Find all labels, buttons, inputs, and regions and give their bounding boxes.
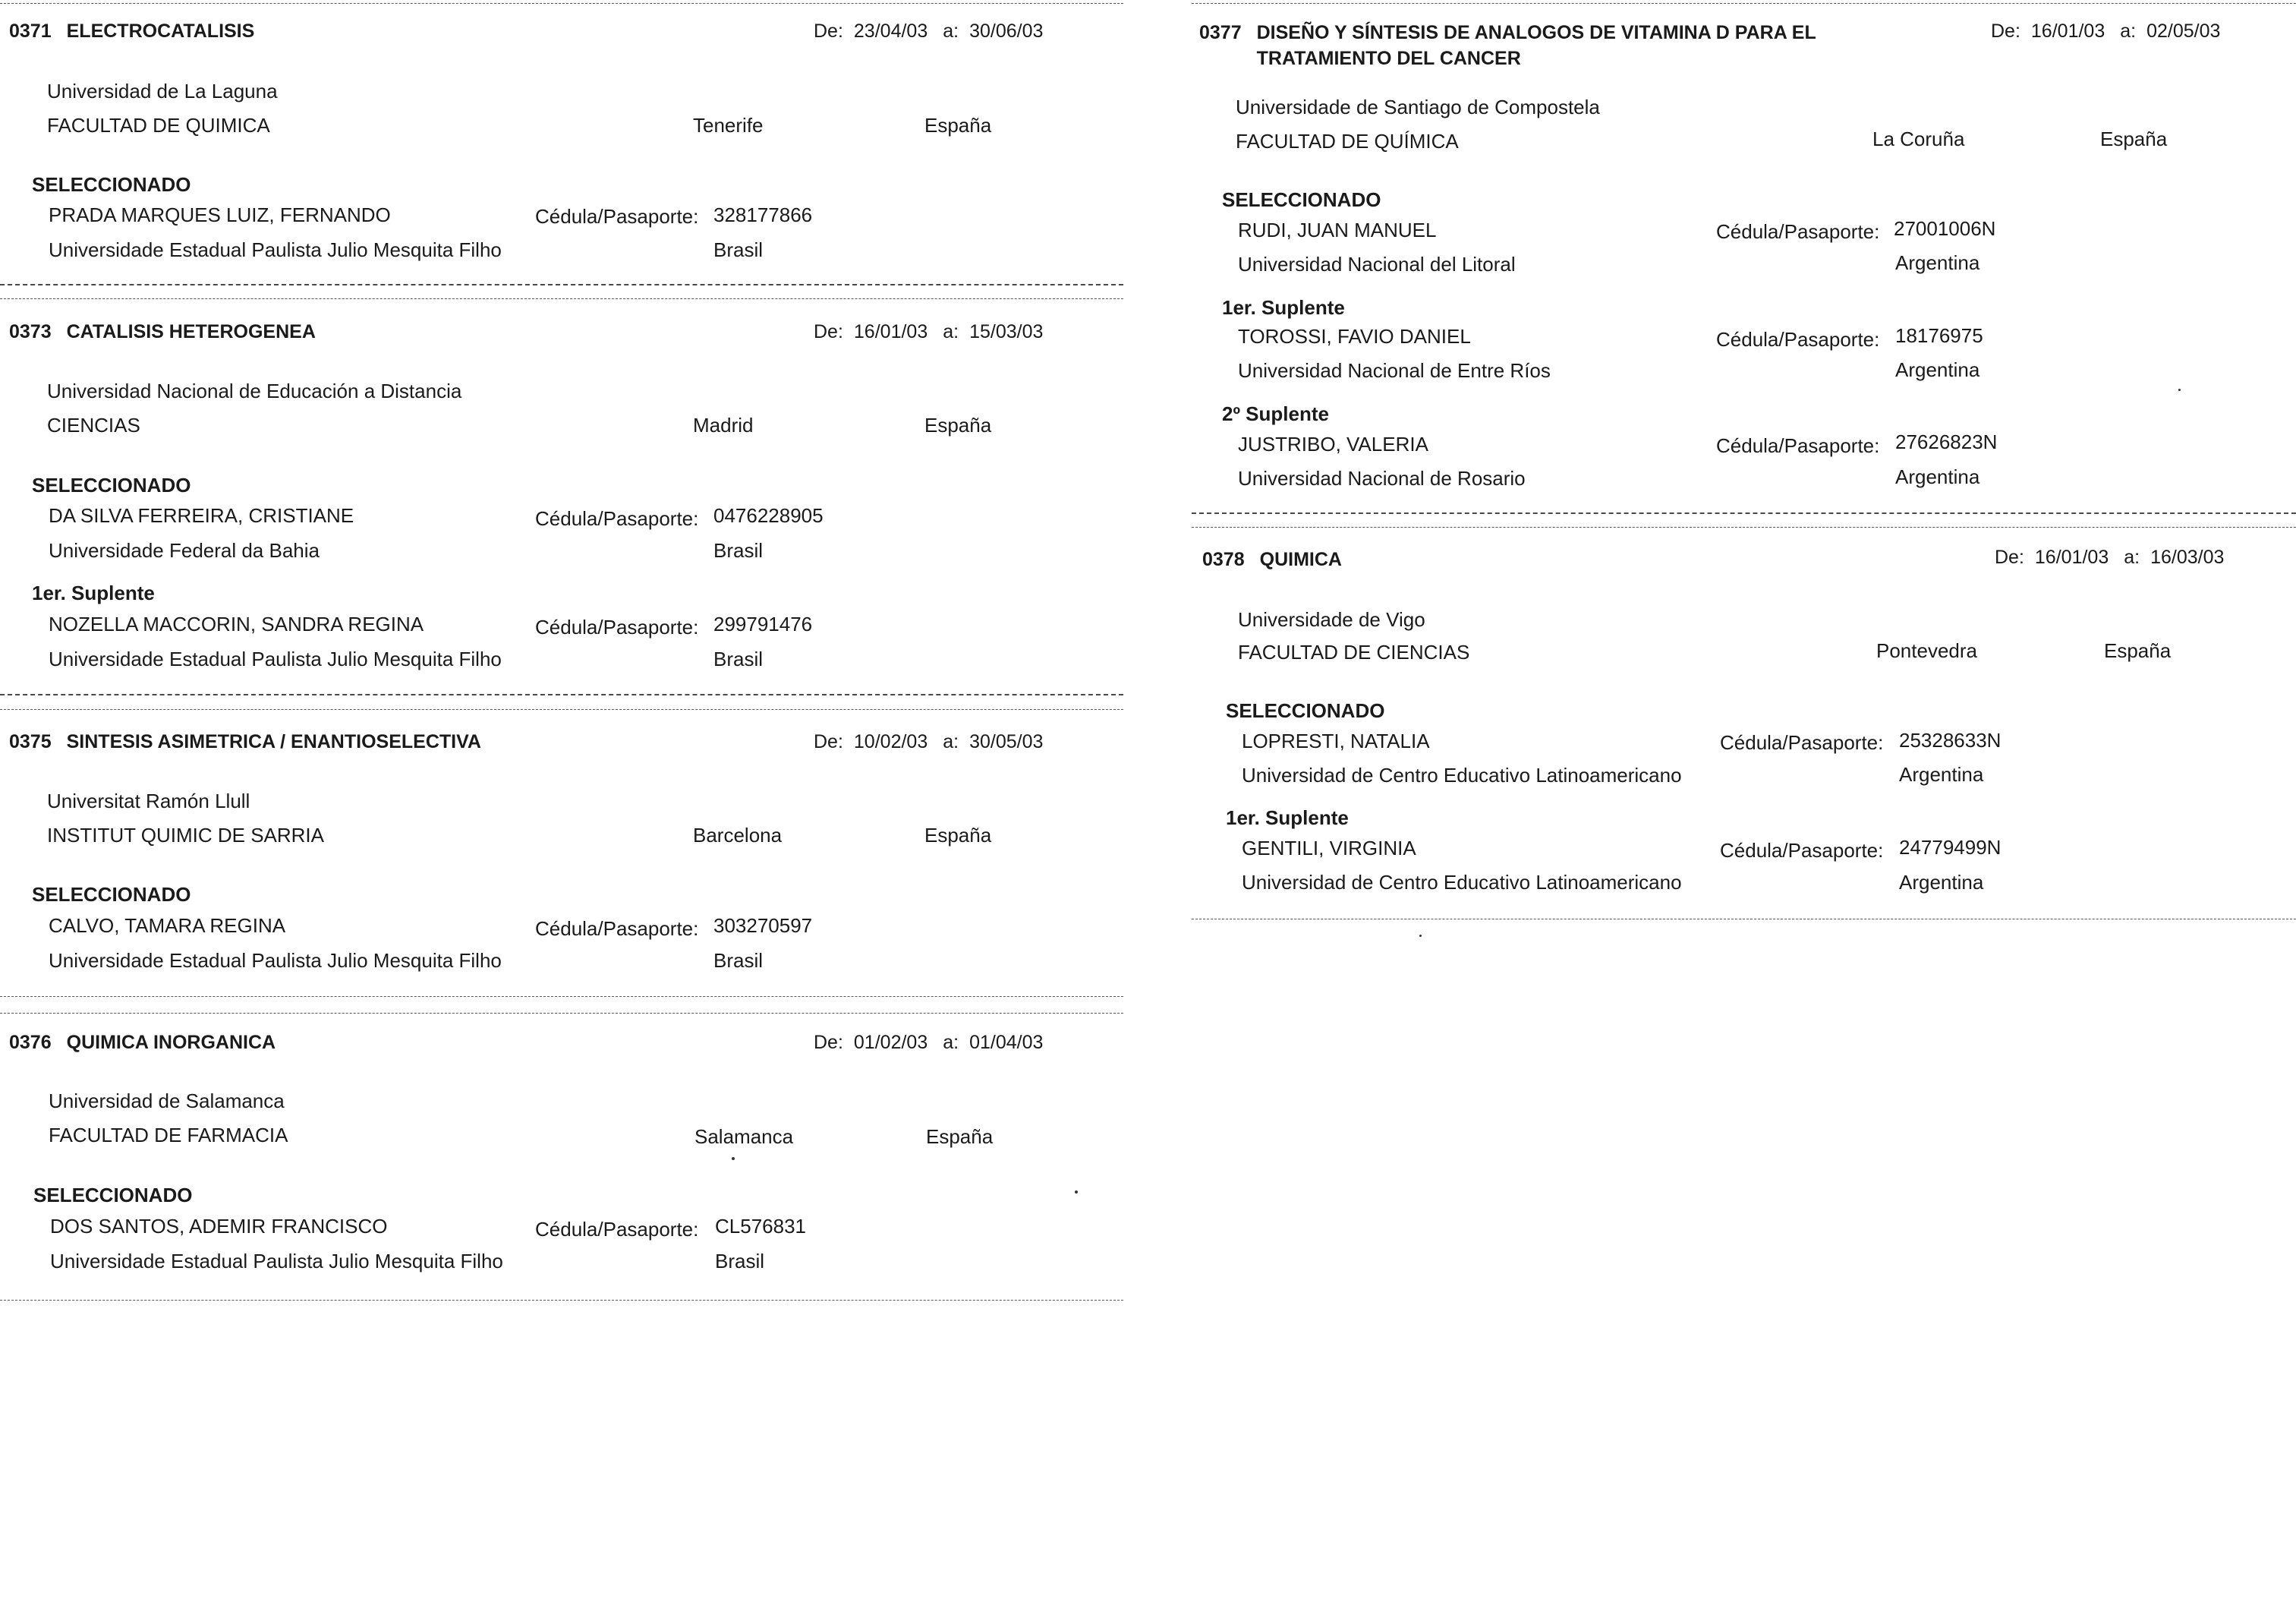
date-range	[1995, 544, 2224, 570]
from-date: 16/01/03	[2034, 547, 2109, 568]
from-date: 16/01/03	[853, 321, 928, 342]
from-label: De:	[1991, 20, 2020, 42]
candidate-name: DOS SANTOS, ADEMIR FRANCISCO	[50, 1215, 388, 1238]
id-number: 25328633N	[1899, 729, 2002, 752]
candidate-name: CALVO, TAMARA REGINA	[49, 914, 286, 937]
separator	[0, 694, 1123, 695]
to-date: 01/04/03	[969, 1032, 1044, 1053]
host-faculty: FACULTAD DE CIENCIAS	[1238, 641, 1470, 664]
candidate-institution: Universidad de Centro Educativo Latinoamericano	[1242, 764, 1682, 787]
separator	[0, 1300, 1123, 1301]
host-faculty: FACULTAD DE QUÍMICA	[1236, 130, 1459, 153]
host-university: Universidad de La Laguna	[47, 80, 278, 102]
host-city: Pontevedra	[1876, 639, 1977, 662]
host-city: Barcelona	[693, 824, 783, 847]
to-label: a:	[943, 321, 959, 342]
selection-label: SELECCIONADO	[32, 883, 191, 906]
id-label: Cédula/Pasaporte:	[535, 507, 699, 530]
id-label: Cédula/Pasaporte:	[1716, 434, 1880, 457]
from-label: De:	[814, 20, 843, 42]
id-number: 18176975	[1895, 324, 1983, 347]
id-label: Cédula/Pasaporte:	[535, 1218, 699, 1241]
id-number: 328177866	[713, 203, 813, 226]
scan-speck	[732, 1157, 735, 1160]
candidate-institution: Universidade Estadual Paulista Julio Mesquita Filho	[49, 648, 502, 670]
candidate-country: Brasil	[715, 1250, 765, 1272]
separator	[0, 1013, 1123, 1014]
candidate-country: Brasil	[713, 949, 764, 972]
host-university: Universidad Nacional de Educación a Distancia	[47, 380, 462, 402]
date-range	[814, 18, 1043, 44]
host-faculty: FACULTAD DE QUIMICA	[47, 114, 270, 137]
host-faculty: CIENCIAS	[47, 414, 140, 437]
record-title: SINTESIS ASIMETRICA / ENANTIOSELECTIVA	[66, 731, 481, 752]
selection-label: SELECCIONADO	[32, 474, 191, 497]
record-header	[1199, 20, 1928, 71]
from-label: De:	[814, 321, 843, 342]
separator	[0, 709, 1123, 710]
id-label: Cédula/Pasaporte:	[1720, 731, 1884, 754]
from-date: 16/01/03	[2030, 20, 2105, 42]
record-header	[9, 1030, 276, 1055]
date-range	[814, 729, 1043, 755]
record-title: DISEÑO Y SÍNTESIS DE ANALOGOS DE VITAMINA D PARA EL TRATAMIENTO DEL CANCER	[1256, 22, 1816, 69]
separator	[0, 3, 1123, 4]
selection-label: 1er. Suplente	[1222, 296, 1345, 319]
record-code: 0373	[9, 321, 52, 342]
candidate-country: Argentina	[1899, 871, 1984, 894]
scan-speck	[2178, 389, 2181, 391]
separator	[0, 284, 1123, 285]
record-title: CATALISIS HETEROGENEA	[66, 321, 316, 342]
host-city: Tenerife	[693, 114, 764, 137]
from-label: De:	[1995, 547, 2024, 568]
id-number: 303270597	[713, 914, 813, 937]
candidate-country: Argentina	[1895, 358, 1980, 381]
id-label: Cédula/Pasaporte:	[535, 205, 699, 228]
to-date: 16/03/03	[2150, 547, 2225, 568]
candidate-country: Argentina	[1895, 251, 1980, 274]
host-university: Universidade de Santiago de Compostela	[1236, 96, 1600, 118]
candidate-name: LOPRESTI, NATALIA	[1242, 730, 1430, 752]
id-label: Cédula/Pasaporte:	[1716, 220, 1880, 243]
id-number: 0476228905	[713, 504, 824, 527]
candidate-name: TOROSSI, FAVIO DANIEL	[1238, 325, 1471, 348]
id-label: Cédula/Pasaporte:	[535, 616, 699, 639]
record-code: 0376	[9, 1032, 52, 1053]
date-range	[1991, 18, 2220, 44]
selection-label: SELECCIONADO	[1222, 188, 1381, 211]
id-number: 24779499N	[1899, 836, 2002, 859]
candidate-institution: Universidade Estadual Paulista Julio Mesquita Filho	[49, 949, 502, 972]
scan-speck	[1075, 1190, 1078, 1194]
candidate-institution: Universidad Nacional del Litoral	[1238, 253, 1516, 276]
candidate-name: GENTILI, VIRGINIA	[1242, 837, 1416, 859]
host-university: Universidade de Vigo	[1238, 608, 1425, 631]
record-title: QUIMICA INORGANICA	[66, 1032, 276, 1053]
candidate-country: Argentina	[1899, 763, 1984, 786]
record-code: 0375	[9, 731, 52, 752]
host-city: Madrid	[693, 414, 754, 437]
to-date: 15/03/03	[969, 321, 1044, 342]
candidate-institution: Universidad de Centro Educativo Latinoamericano	[1242, 871, 1682, 894]
candidate-name: NOZELLA MACCORIN, SANDRA REGINA	[49, 613, 424, 635]
separator	[1192, 527, 2296, 528]
candidate-name: PRADA MARQUES LUIZ, FERNANDO	[49, 203, 391, 226]
host-city: La Coruña	[1872, 128, 1965, 150]
to-date: 02/05/03	[2146, 20, 2221, 42]
host-country: España	[2100, 128, 2168, 150]
candidate-country: Brasil	[713, 648, 764, 670]
from-label: De:	[814, 1032, 843, 1053]
to-label: a:	[2120, 20, 2137, 42]
from-date: 23/04/03	[853, 20, 928, 42]
from-label: De:	[814, 731, 843, 752]
scan-speck	[1419, 935, 1422, 937]
selection-label: 1er. Suplente	[1226, 806, 1349, 829]
record-code: 0377	[1199, 22, 1242, 43]
separator	[0, 298, 1123, 299]
selection-label: SELECCIONADO	[1226, 699, 1385, 722]
host-country: España	[2104, 639, 2172, 662]
to-label: a:	[943, 20, 959, 42]
record-title: QUIMICA	[1259, 549, 1342, 570]
host-faculty: INSTITUT QUIMIC DE SARRIA	[47, 824, 324, 847]
separator	[0, 996, 1123, 997]
date-range	[814, 319, 1043, 345]
record-header	[9, 319, 316, 345]
id-number: 27001006N	[1894, 217, 1996, 240]
id-number: CL576831	[715, 1215, 806, 1238]
host-country: España	[924, 414, 992, 437]
candidate-name: RUDI, JUAN MANUEL	[1238, 219, 1437, 241]
record-code: 0371	[9, 20, 52, 42]
record-header	[9, 729, 481, 755]
host-country: España	[926, 1125, 994, 1148]
selection-label: SELECCIONADO	[32, 173, 191, 196]
selection-label: SELECCIONADO	[33, 1184, 193, 1206]
host-university: Universidad de Salamanca	[49, 1089, 285, 1112]
selection-label: 1er. Suplente	[32, 582, 155, 604]
candidate-country: Brasil	[713, 539, 764, 562]
date-range	[814, 1030, 1043, 1055]
host-faculty: FACULTAD DE FARMACIA	[49, 1124, 288, 1146]
from-date: 10/02/03	[853, 731, 928, 752]
candidate-country: Brasil	[713, 238, 764, 261]
id-number: 27626823N	[1895, 430, 1998, 453]
to-label: a:	[2124, 547, 2140, 568]
record-header	[9, 18, 254, 44]
candidate-institution: Universidade Federal da Bahia	[49, 539, 320, 562]
candidate-name: DA SILVA FERREIRA, CRISTIANE	[49, 504, 354, 527]
separator	[1192, 512, 2296, 514]
candidate-institution: Universidad Nacional de Rosario	[1238, 467, 1526, 490]
record-code: 0378	[1202, 549, 1245, 570]
separator	[1192, 3, 2296, 4]
id-label: Cédula/Pasaporte:	[1720, 839, 1884, 862]
host-country: España	[924, 114, 992, 137]
to-label: a:	[943, 1032, 959, 1053]
host-university: Universitat Ramón Llull	[47, 790, 250, 812]
id-number: 299791476	[713, 613, 813, 635]
candidate-institution: Universidad Nacional de Entre Ríos	[1238, 359, 1551, 382]
to-date: 30/06/03	[969, 20, 1044, 42]
candidate-institution: Universidade Estadual Paulista Julio Mesquita Filho	[50, 1250, 503, 1272]
candidate-name: JUSTRIBO, VALERIA	[1238, 433, 1428, 456]
record-header	[1202, 547, 1342, 572]
candidate-institution: Universidade Estadual Paulista Julio Mesquita Filho	[49, 238, 502, 261]
record-title: ELECTROCATALISIS	[66, 20, 255, 42]
host-country: España	[924, 824, 992, 847]
candidate-country: Argentina	[1895, 465, 1980, 488]
id-label: Cédula/Pasaporte:	[1716, 328, 1880, 351]
to-date: 30/05/03	[969, 731, 1044, 752]
id-label: Cédula/Pasaporte:	[535, 917, 699, 940]
to-label: a:	[943, 731, 959, 752]
host-city: Salamanca	[694, 1125, 794, 1148]
from-date: 01/02/03	[853, 1032, 928, 1053]
selection-label: 2º Suplente	[1222, 402, 1329, 425]
